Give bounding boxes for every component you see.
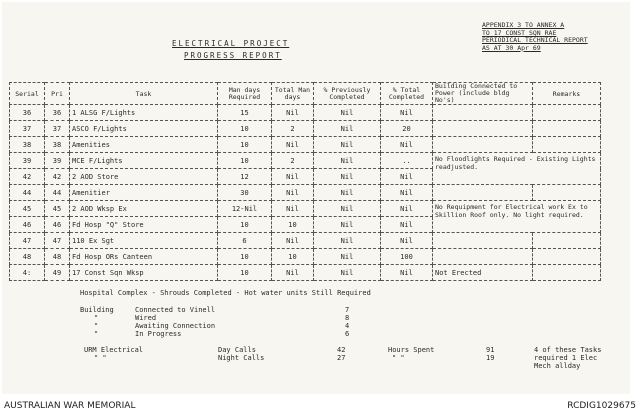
table-cell: 44 [10,185,45,201]
header-building-connected: Building Connected to Power (include bldg No's) [433,83,533,105]
table-cell: Nil [381,105,433,121]
table-cell: .. [381,153,433,169]
table-cell: Amenities [70,137,218,153]
table-cell: Nil [314,201,381,217]
title-line-2: PROGRESS REPORT [184,51,282,60]
table-cell [433,121,533,137]
day-calls-value: 42 [337,346,346,354]
table-cell: 38 [10,137,45,153]
table-cell [533,233,601,249]
table-cell: 110 Ex Sgt [70,233,218,249]
table-cell [433,233,533,249]
table-cell: 44 [45,185,70,201]
table-cell: 100 [381,249,433,265]
remark-note: No Floodlights Required - Existing Lights readjusted. [433,153,601,185]
table-cell: ASCO F/Lights [70,121,218,137]
footer-id: RCDIG1029675 [567,401,636,411]
header-task: Task [70,83,218,105]
table-row [10,153,601,169]
table-cell: Nil [381,137,433,153]
table-cell [533,105,601,121]
table-cell: 6 [218,233,272,249]
table-row [10,121,601,137]
table-cell: 2 AOD Wksp Ex [70,201,218,217]
table-cell [533,137,601,153]
table-cell: Nil [314,153,381,169]
table-cell [533,121,601,137]
table-cell: 45 [45,201,70,217]
table-cell: Nil [314,233,381,249]
building-progress-label: In Progress [135,330,182,338]
table-cell: Nil [272,137,314,153]
table-cell: 10 [272,249,314,265]
table-cell: 48 [45,249,70,265]
table-cell: 12-Nil [218,201,272,217]
table-cell: 39 [45,153,70,169]
table-cell: Nil [314,265,381,281]
table-cell: Amenitier [70,185,218,201]
building-awaiting-value: 4 [345,322,350,330]
night-calls-label: Night Calls [218,354,265,362]
building-progress-value: 6 [345,330,350,338]
note-line: Mech allday [534,362,581,370]
appendix-line: TO 17 CONST SQN RAE [482,28,557,37]
appendix-line: APPENDIX 3 TO ANNEX A [482,21,565,29]
table-cell: 46 [10,217,45,233]
building-wired-value: 8 [345,314,350,322]
table-cell: Nil [381,265,433,281]
table-cell: Nil [272,185,314,201]
hours-ditto: " " [392,354,405,362]
table-cell: 12 [218,169,272,185]
night-calls-value: 27 [337,354,346,362]
table-row [10,185,601,201]
table-cell: 4: [10,265,45,281]
table-cell [533,185,601,201]
table-cell [433,137,533,153]
table-cell: Nil [272,201,314,217]
table-cell: 2 [272,121,314,137]
building-awaiting-label: Awaiting Connection [135,322,216,330]
table-cell: 30 [218,185,272,201]
hours-value-1: 91 [486,346,495,354]
table-cell [433,185,533,201]
table-cell: Nil [314,249,381,265]
header-total-man-days: Total Man days [272,83,314,105]
ditto-mark: " [94,322,99,330]
header-man-days-required: Man days Required [218,83,272,105]
table-cell: 17 Const Sqn Wksp [70,265,218,281]
table-cell: 47 [45,233,70,249]
table-cell: Nil [314,137,381,153]
table-cell: 10 [218,153,272,169]
table-cell: Nil [381,201,433,217]
table-cell: Nil [314,217,381,233]
table-cell: 37 [10,121,45,137]
table-cell: 38 [45,137,70,153]
table-cell: Nil [381,185,433,201]
table-cell: Nil [381,169,433,185]
table-cell: 36 [10,105,45,121]
table-cell: 46 [45,217,70,233]
table-row [10,249,601,265]
note-line: 4 of these Tasks [534,346,602,354]
table-cell: Nil [272,169,314,185]
table-cell: Fd Hosp "Q" Store [70,217,218,233]
progress-table [9,82,601,281]
table-row [10,265,601,281]
table-cell: 49 [45,265,70,281]
header-remarks: Remarks [533,83,601,105]
table-cell [433,249,533,265]
table-cell: 10 [218,217,272,233]
appendix-header [482,22,628,52]
table-cell: 39 [10,153,45,169]
table-cell: 37 [45,121,70,137]
table-cell [433,105,533,121]
table-cell: 47 [10,233,45,249]
header-previously-completed: % Previously Completed [314,83,381,105]
table-cell: Nil [314,121,381,137]
table-cell: MCE F/Lights [70,153,218,169]
urm-ditto: " " [94,354,107,362]
table-cell: 2 [272,153,314,169]
table-cell: 48 [10,249,45,265]
hours-spent-label: Hours Spent [388,346,435,354]
appendix-line: AS AT 30 Apr 69 [482,43,541,52]
table-cell: 2 AOD Store [70,169,218,185]
header-serial: Serial [10,83,45,105]
table-cell: 10 [272,217,314,233]
table-cell: 10 [218,121,272,137]
table-row [10,137,601,153]
remark-note: No Requipment for Electrical work Ex to Skillion Roof only. No light required. [433,201,601,233]
table-cell: Nil [314,105,381,121]
appendix-line: PERIODICAL TECHNICAL REPORT [482,36,588,44]
ditto-mark: " [94,330,99,338]
footer-bar [0,397,640,415]
table-row [10,233,601,249]
footer-source: AUSTRALIAN WAR MEMORIAL [4,401,136,411]
table-cell: 10 [218,249,272,265]
ditto-mark: " [94,314,99,322]
building-connected-label: Connected to Vinell [135,306,216,314]
building-connected-value: 7 [345,306,350,314]
document-page [2,2,630,394]
table-cell: Nil [314,169,381,185]
table-cell: 42 [10,169,45,185]
urm-electrical-label: URM Electrical [84,346,144,354]
table-cell: Not Erected [433,265,533,281]
table-cell: Nil [272,105,314,121]
building-label: Building [80,306,114,314]
table-cell: Nil [314,185,381,201]
note-line: required 1 Elec [534,354,598,362]
table-cell: 10 [218,137,272,153]
table-cell: Fd Hosp ORs Canteen [70,249,218,265]
hospital-complex-line: Hospital Complex - Shrouds Completed - Hot water units Still Required [80,289,371,297]
table-row [10,105,601,121]
hours-value-2: 19 [486,354,495,362]
table-cell: 36 [45,105,70,121]
table-cell: 15 [218,105,272,121]
header-total-completed: % Total Completed [381,83,433,105]
table-cell [533,265,601,281]
table-cell: Nil [381,233,433,249]
table-cell: Nil [272,233,314,249]
building-wired-label: Wired [135,314,157,322]
table-cell: Nil [272,265,314,281]
table-header-row [10,83,601,105]
table-row [10,201,601,217]
title-line-1: ELECTRICAL PROJECT [172,39,290,48]
table-cell [533,249,601,265]
table-cell: Nil [381,217,433,233]
table-cell: 45 [10,201,45,217]
table-cell: 1 ALSG F/Lights [70,105,218,121]
header-pri: Pri [45,83,70,105]
table-cell: 20 [381,121,433,137]
day-calls-label: Day Calls [218,346,256,354]
table-cell: 42 [45,169,70,185]
table-cell: 10 [218,265,272,281]
